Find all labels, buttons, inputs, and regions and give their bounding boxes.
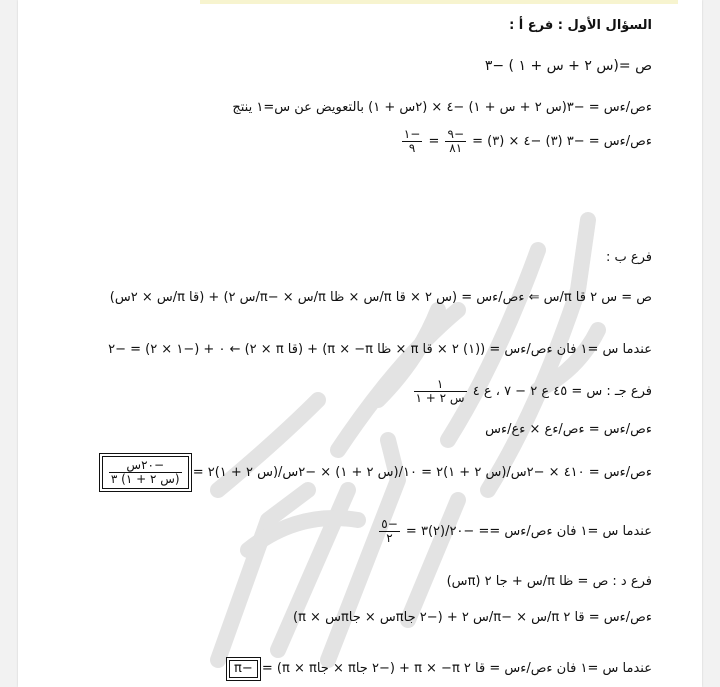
q1-eq3-lhs: ءص/ءس = −٣ (٣) −٤ × (٣) = [472, 134, 652, 149]
c-equation-3-line [377, 518, 652, 545]
c-boxed-den: (س ٢ + ١) ٣ [110, 472, 180, 486]
c-equation-3: عندما س =١ فان ءص/ءس == −٢٠/(٢)٣ = [405, 524, 652, 539]
d-equation-2: عندما س =١ فان ءص/ءس = قا ٢ π × −π + (−٢ جاπ × جاπ × π) = [261, 661, 652, 676]
q1-equation-1: ص =(س ٢ + س + ١ ) −٣ [484, 58, 652, 74]
c-equation-2: ءص/ءس = ٤١٠ × −٢س/(س ٢ + ١)٢ = ١٠/(س ٢ + ١) × −٢س/(س ٢ + ١)٢ = [192, 465, 652, 480]
c-eq3-fraction [379, 518, 400, 545]
b-equation-1: ص = س ٢ قا π/س ⇐ ءص/ءس = (س ٢ × قا π/س × ظا π/س × −π/س ٢) + (قا π/س × ٢س) [109, 290, 652, 305]
d-equation-2-line [229, 660, 652, 678]
q1-fraction-2 [402, 128, 423, 155]
c-header-frac-num: ١ [414, 378, 467, 392]
c-eq3-num: −٥ [381, 517, 398, 531]
c-boxed-num: −٢٠س [109, 459, 182, 473]
q1-equation-2: ءص/ءس = −٣(س ٢ + س + ١) −٤ × (٢س + ١) بالتعويض عن س=١ ينتج [232, 100, 652, 115]
c-boxed-answer [102, 456, 189, 489]
c-eq3-den: ٢ [386, 531, 393, 545]
q1-equation-3 [400, 128, 652, 155]
highlight-bar [200, 0, 678, 4]
q1-fraction-1 [445, 128, 466, 155]
c-equation-1: ءص/ءس = ءص/ءع × ءع/ءس [485, 422, 652, 437]
d-boxed-answer: −π [229, 660, 258, 678]
c-header-frac-den: س ٢ + ١ [415, 391, 465, 405]
c-boxed-fraction [109, 459, 182, 486]
q1-frac2-num: −١ [403, 127, 421, 141]
q1-header: السؤال الأول : فرع أ : [509, 18, 652, 33]
c-header: فرع جـ : س = ٤٥ ع ٢ − ٧ ، ع ٤ [472, 384, 652, 399]
d-equation-1: ءص/ءس = قا ٢ π/س × −π/س ٢ + (−٢ جاπس × جاπس × π) [293, 610, 652, 625]
d-header: فرع د : ص = ظا π/س + جا ٢ (πس) [446, 574, 652, 589]
c-header-line [412, 378, 652, 405]
b-header: فرع ب : [605, 250, 652, 265]
q1-frac1-den: ٨١ [449, 141, 463, 155]
b-equation-2: عندما س =١ فان ءص/ءس = ((١) ٢ × قا π × ظا π × −π) + (قا π × ٢) ← ٠ + (−١ × ٢) = −٢ [108, 342, 652, 357]
equals-sign: = [428, 134, 440, 149]
c-equation-2-line [102, 456, 652, 489]
document-page [18, 0, 702, 687]
c-header-fraction [414, 378, 467, 405]
q1-frac2-den: ٩ [408, 141, 416, 155]
q1-frac1-num: −٩ [447, 127, 464, 141]
